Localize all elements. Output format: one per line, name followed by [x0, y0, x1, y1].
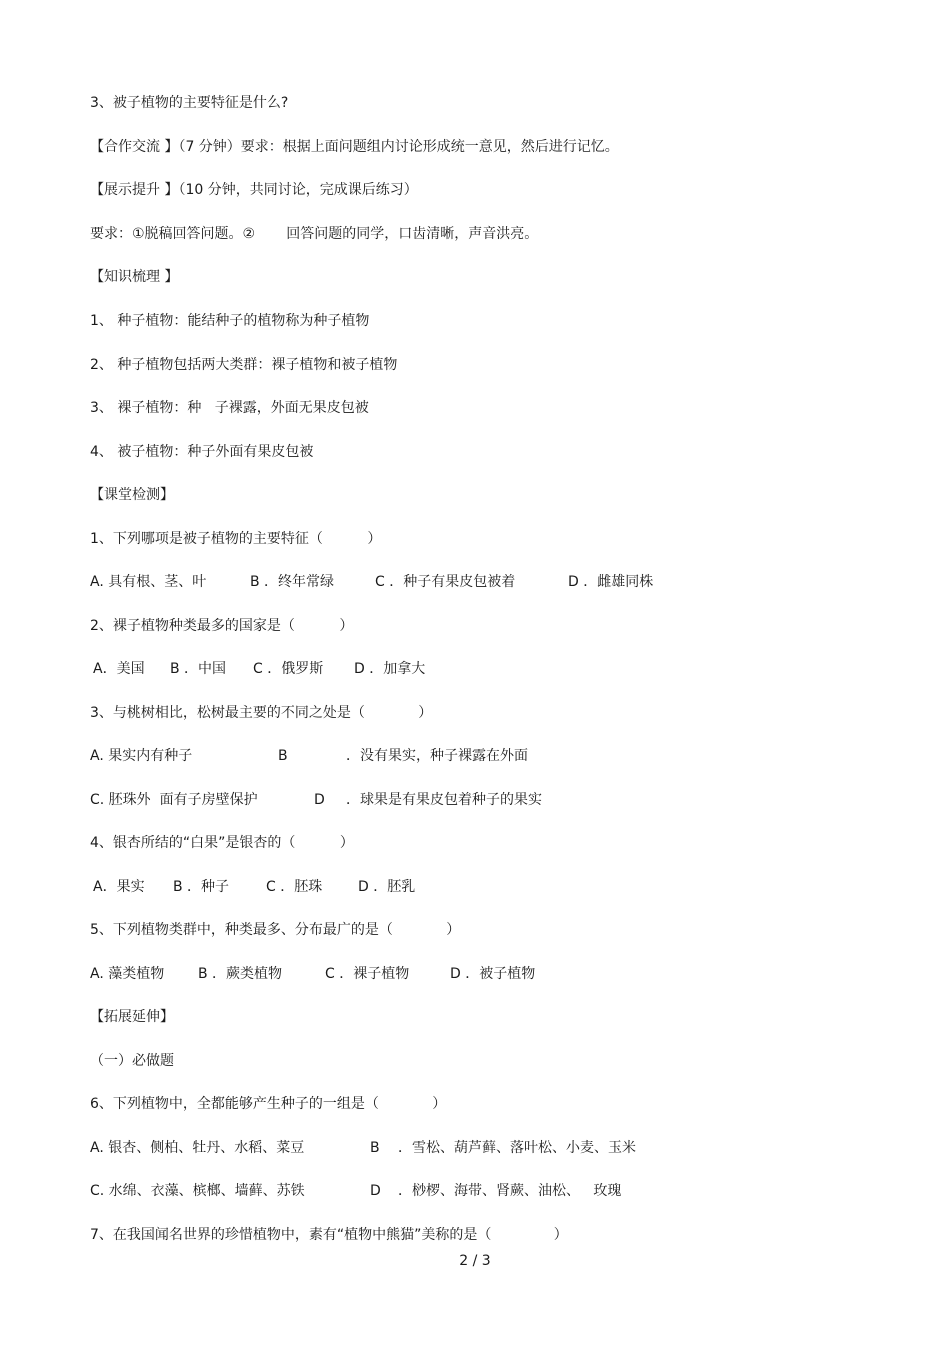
page-number: 2 / 3 — [459, 1253, 491, 1269]
option-b-letter: B — [370, 1140, 380, 1156]
option-b-text: ．没有果实，种子裸露在外面 — [346, 748, 528, 764]
option-a: A. 银杏、侧柏、牡丹、水稻、菜豆 — [90, 1140, 305, 1156]
option-d-text: ．球果是有果皮包着种子的果实 — [346, 792, 542, 808]
knowledge-item-3: 3、 裸子植物：种 子裸露，外面无果皮包被 — [90, 400, 369, 416]
extension-question-7: 7、在我国闻名世界的珍惜植物中，素有“植物中熊猫”美称的是（ ） — [90, 1227, 568, 1243]
option-b: B ．蕨类植物 — [198, 966, 283, 982]
option-b-text: ．雪松、葫芦藓、落叶松、小麦、玉米 — [398, 1140, 636, 1156]
option-a: A．果实 — [93, 879, 145, 895]
display-heading: 【展示提升 】（10 分钟，共同讨论，完成课后练习） — [90, 182, 418, 198]
option-b: B ．终年常绿 — [250, 574, 335, 590]
option-a: A. 藻类植物 — [90, 966, 165, 982]
check-question-1: 1、下列哪项是被子植物的主要特征（ ） — [90, 531, 382, 547]
check-question-4-options — [90, 878, 790, 896]
option-a: A. 果实内有种子 — [90, 748, 193, 764]
check-question-5-options — [90, 965, 790, 983]
option-c: C ．俄罗斯 — [253, 661, 324, 677]
option-a: A. 具有根、茎、叶 — [90, 574, 207, 590]
check-question-4: 4、银杏所结的“白果”是银杏的（ ） — [90, 835, 354, 851]
option-c: C ．种子有果皮包被着 — [375, 574, 516, 590]
extension-question-6: 6、下列植物中，全都能够产生种子的一组是（ ） — [90, 1096, 447, 1112]
check-question-1-options — [90, 573, 790, 591]
check-question-5: 5、下列植物类群中，种类最多、分布最广的是（ ） — [90, 922, 461, 938]
check-question-3-options-ab — [90, 747, 790, 765]
check-question-3-options-cd — [90, 791, 790, 809]
option-c: C ．胚珠 — [266, 879, 323, 895]
knowledge-item-1: 1、 种子植物：能结种子的植物称为种子植物 — [90, 313, 370, 329]
question-3-prior: 3、被子植物的主要特征是什么? — [90, 95, 289, 111]
option-d: D ．被子植物 — [450, 966, 536, 982]
option-c: C. 胚珠外 面有子房壁保护 — [90, 792, 258, 808]
extension-heading: 【拓展延伸】 — [90, 1009, 174, 1025]
extension-subheading: （一）必做题 — [90, 1053, 174, 1069]
knowledge-item-2: 2、 种子植物包括两大类群：裸子植物和被子植物 — [90, 357, 398, 373]
option-d-text: ．桫椤、海带、肾蕨、油松、 玫瑰 — [398, 1183, 622, 1199]
option-d: D ．胚乳 — [358, 879, 416, 895]
option-b-letter: B — [278, 748, 288, 764]
knowledge-heading: 【知识梳理 】 — [90, 269, 179, 285]
check-question-3: 3、与桃树相比，松树最主要的不同之处是（ ） — [90, 705, 433, 721]
check-question-2-options — [90, 660, 790, 678]
extension-question-6-options-cd — [90, 1182, 790, 1200]
option-c: C ．裸子植物 — [325, 966, 410, 982]
check-heading: 【课堂检测】 — [90, 487, 174, 503]
option-c: C. 水绵、衣藻、槟榔、墙藓、苏铁 — [90, 1183, 305, 1199]
option-d: D ．加拿大 — [354, 661, 426, 677]
option-b: B ．中国 — [170, 661, 227, 677]
option-d-letter: D — [370, 1183, 381, 1199]
cooperate-heading: 【合作交流 】（7 分钟）要求：根据上面问题组内讨论形成统一意见，然后进行记忆。 — [90, 139, 619, 155]
option-d: D ．雌雄同株 — [568, 574, 654, 590]
extension-question-6-options-ab — [90, 1139, 790, 1157]
check-question-2: 2、裸子植物种类最多的国家是（ ） — [90, 618, 354, 634]
option-b: B ．种子 — [173, 879, 230, 895]
requirement-text: 要求：①脱稿回答问题。② 回答问题的同学，口齿清晰，声音洪亮。 — [90, 226, 539, 242]
option-a: A．美国 — [93, 661, 145, 677]
knowledge-item-4: 4、 被子植物：种子外面有果皮包被 — [90, 444, 314, 460]
option-d-letter: D — [314, 792, 325, 808]
